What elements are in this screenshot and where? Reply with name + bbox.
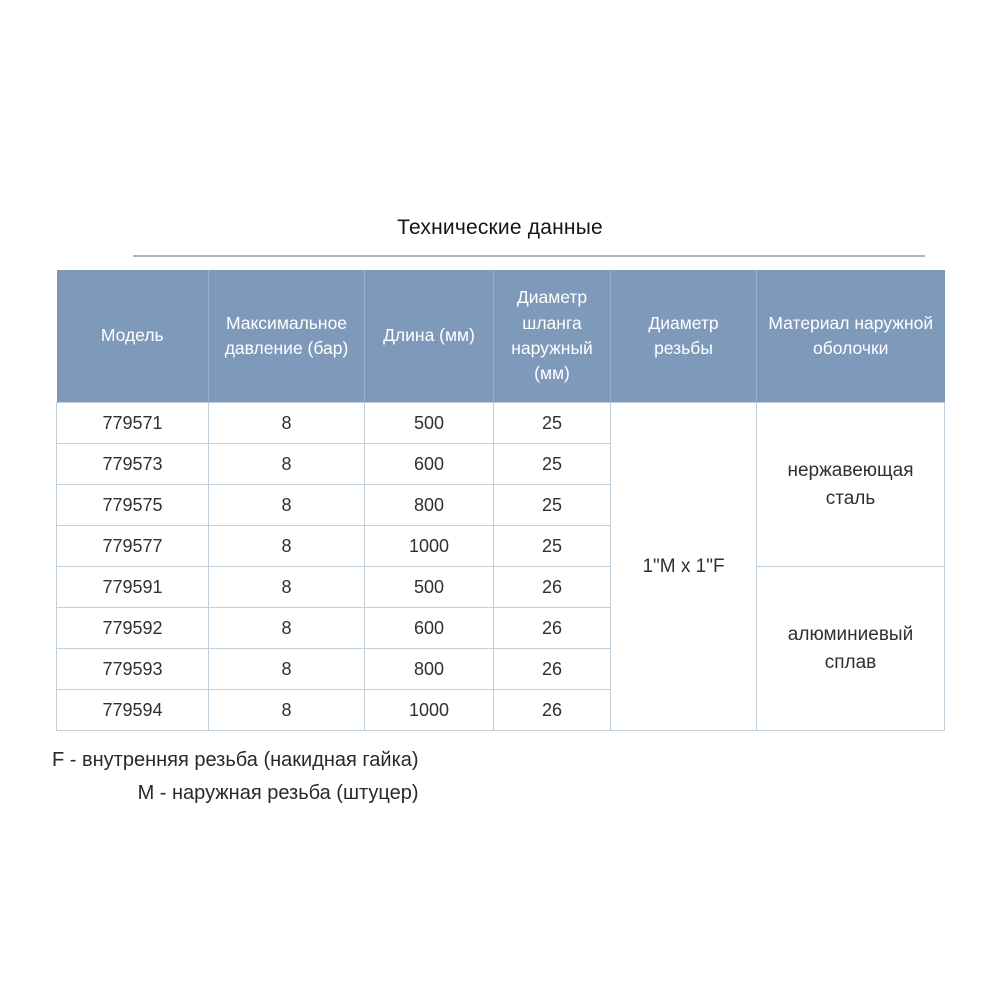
cell-length: 800 xyxy=(365,485,494,526)
cell-pressure: 8 xyxy=(209,567,365,608)
cell-length: 500 xyxy=(365,403,494,444)
cell-hose-diameter: 26 xyxy=(494,649,611,690)
column-header-length: Длина (мм) xyxy=(365,270,494,403)
column-header-material: Материал наружной оболочки xyxy=(757,270,945,403)
column-header-model: Модель xyxy=(57,270,209,403)
cell-pressure: 8 xyxy=(209,608,365,649)
cell-hose-diameter: 26 xyxy=(494,608,611,649)
cell-pressure: 8 xyxy=(209,485,365,526)
table-row xyxy=(57,403,945,444)
cell-model: 779591 xyxy=(57,567,209,608)
cell-model: 779593 xyxy=(57,649,209,690)
cell-model: 779577 xyxy=(57,526,209,567)
cell-model: 779594 xyxy=(57,690,209,731)
technical-data-table xyxy=(56,270,945,731)
table-row xyxy=(57,567,945,608)
cell-pressure: 8 xyxy=(209,444,365,485)
table-header-row xyxy=(57,270,945,403)
cell-model: 779571 xyxy=(57,403,209,444)
footnote-male-thread: М - наружная резьба (штуцер) xyxy=(137,782,419,804)
column-header-hose-diameter: Диаметр шланга наружный (мм) xyxy=(494,270,611,403)
cell-material-aluminium: алюминиевый сплав xyxy=(757,567,945,731)
page-title: Технические данные xyxy=(397,216,603,239)
cell-hose-diameter: 25 xyxy=(494,485,611,526)
title-divider xyxy=(133,255,925,257)
column-header-thread-diameter: Диаметр резьбы xyxy=(611,270,757,403)
cell-hose-diameter: 26 xyxy=(494,690,611,731)
cell-pressure: 8 xyxy=(209,526,365,567)
cell-length: 500 xyxy=(365,567,494,608)
cell-length: 1000 xyxy=(365,690,494,731)
cell-pressure: 8 xyxy=(209,690,365,731)
cell-model: 779592 xyxy=(57,608,209,649)
cell-pressure: 8 xyxy=(209,403,365,444)
cell-length: 600 xyxy=(365,444,494,485)
column-header-max-pressure: Максимальное давление (бар) xyxy=(209,270,365,403)
footnotes xyxy=(52,744,419,810)
cell-hose-diameter: 25 xyxy=(494,444,611,485)
cell-length: 600 xyxy=(365,608,494,649)
cell-hose-diameter: 25 xyxy=(494,526,611,567)
cell-material-stainless: нержавеющая сталь xyxy=(757,403,945,567)
footnote-female-thread: F - внутренняя резьба (накидная гайка) xyxy=(52,749,419,771)
cell-hose-diameter: 25 xyxy=(494,403,611,444)
cell-model: 779575 xyxy=(57,485,209,526)
cell-model: 779573 xyxy=(57,444,209,485)
cell-hose-diameter: 26 xyxy=(494,567,611,608)
cell-thread-diameter: 1"M x 1"F xyxy=(611,403,757,731)
cell-pressure: 8 xyxy=(209,649,365,690)
cell-length: 1000 xyxy=(365,526,494,567)
cell-length: 800 xyxy=(365,649,494,690)
